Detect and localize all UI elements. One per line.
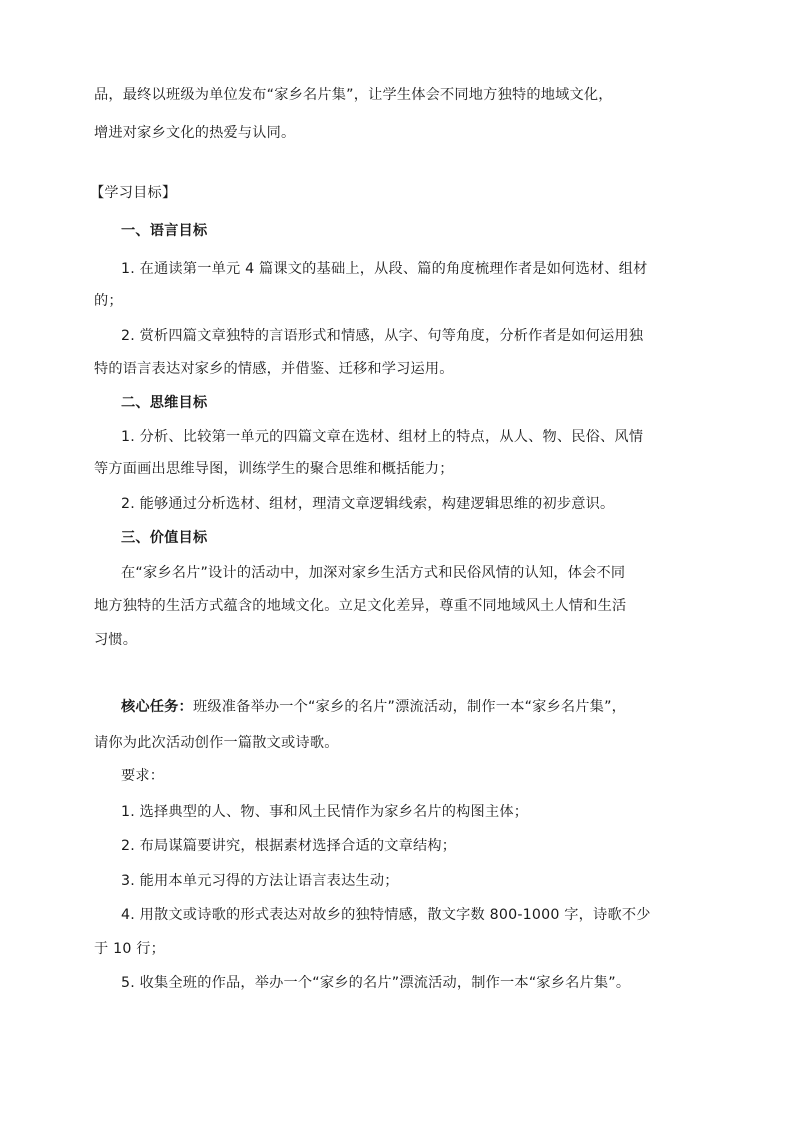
- thinking-goal-item-2: 2. 能够通过分析选材、组材，理清文章逻辑线索，构建逻辑思维的初步意识。: [121, 496, 615, 512]
- core-task-line-1: [121, 697, 626, 717]
- value-goal-line-3: 习惯。: [94, 632, 138, 648]
- language-goal-item-2-line-2: 特的语言表达对家乡的情感，并借鉴、迁移和学习运用。: [94, 361, 454, 377]
- requirement-4-line-1: 4. 用散文或诗歌的形式表达对故乡的独特情感，散文字数 800-1000 字，诗歌不少: [121, 907, 651, 923]
- intro-line-1: 品，最终以班级为单位发布“家乡名片集”，让学生体会不同地方独特的地域文化，: [94, 87, 613, 103]
- language-goal-heading: 一、语言目标: [121, 223, 208, 239]
- requirement-4-line-2: 于 10 行；: [94, 941, 166, 957]
- value-goal-heading: 三、价值目标: [121, 530, 208, 546]
- language-goal-item-1-line-2: 的；: [94, 293, 123, 309]
- language-goal-item-1-line-1: 1. 在通读第一单元 4 篇课文的基础上，从段、篇的角度梳理作者是如何选材、组材: [121, 261, 648, 277]
- requirement-1: 1. 选择典型的人、物、事和风土民情作为家乡名片的构图主体；: [121, 804, 529, 820]
- thinking-goal-heading: 二、思维目标: [121, 395, 208, 411]
- requirement-5: 5. 收集全班的作品，举办一个“家乡的名片”漂流活动，制作一本“家乡名片集”。: [121, 975, 631, 991]
- objectives-header: 【学习目标】: [90, 185, 177, 201]
- thinking-goal-item-1-line-2: 等方面画出思维导图，训练学生的聚合思维和概括能力；: [94, 461, 454, 477]
- core-task-line-2: 请你为此次活动创作一篇散文或诗歌。: [94, 735, 339, 751]
- value-goal-line-2: 地方独特的生活方式蕴含的地域文化。立足文化差异，尊重不同地域风土人情和生活: [94, 598, 627, 614]
- requirement-2: 2. 布局谋篇要讲究，根据素材选择合适的文章结构；: [121, 838, 457, 854]
- language-goal-item-2-line-1: 2. 赏析四篇文章独特的言语形式和情感，从字、句等角度，分析作者是如何运用独: [121, 328, 644, 344]
- requirements-label: 要求：: [121, 768, 165, 784]
- requirement-3: 3. 能用本单元习得的方法让语言表达生动；: [121, 873, 399, 889]
- intro-line-2: 增进对家乡文化的热爱与认同。: [94, 125, 296, 141]
- core-task-label: 核心任务：: [121, 699, 193, 715]
- thinking-goal-item-1-line-1: 1. 分析、比较第一单元的四篇文章在选材、组材上的特点，从人、物、民俗、风情: [121, 429, 644, 445]
- core-task-text: 班级准备举办一个“家乡的名片”漂流活动，制作一本“家乡名片集”，: [192, 699, 627, 715]
- value-goal-line-1: 在“家乡名片”设计的活动中，加深对家乡生活方式和民俗风情的认知，体会不同: [121, 565, 626, 581]
